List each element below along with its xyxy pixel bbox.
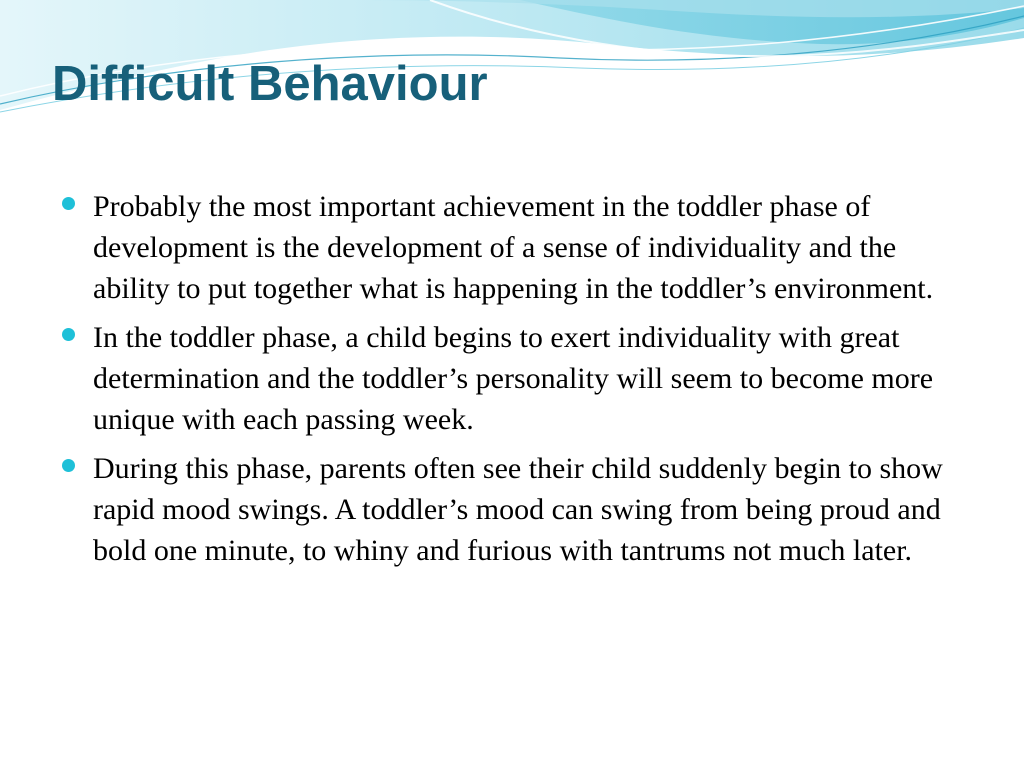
bullet-text: In the toddler phase, a child begins to exert individuality with great determination and the toddler’s personality will seem to become more unique with each passing week.	[93, 321, 934, 436]
bullet-dot-icon	[62, 459, 75, 472]
bullet-text: Probably the most important achievement in the toddler phase of development is the development of a sense of individuality and the ability to put together what is happening in the toddler’s environment.	[93, 190, 934, 305]
slide-title: Difficult Behaviour	[52, 57, 488, 111]
bullet-list	[62, 186, 962, 579]
bullet-text: During this phase, parents often see their child suddenly begin to show rapid mood swings. A toddler’s mood can swing from being proud and bold one minute, to whiny and furious with tantrums not much later.	[93, 452, 943, 567]
bullet-item	[62, 186, 962, 309]
bullet-item	[62, 317, 962, 440]
bullet-dot-icon	[62, 197, 75, 210]
bullet-item	[62, 448, 962, 571]
bullet-dot-icon	[62, 328, 75, 341]
